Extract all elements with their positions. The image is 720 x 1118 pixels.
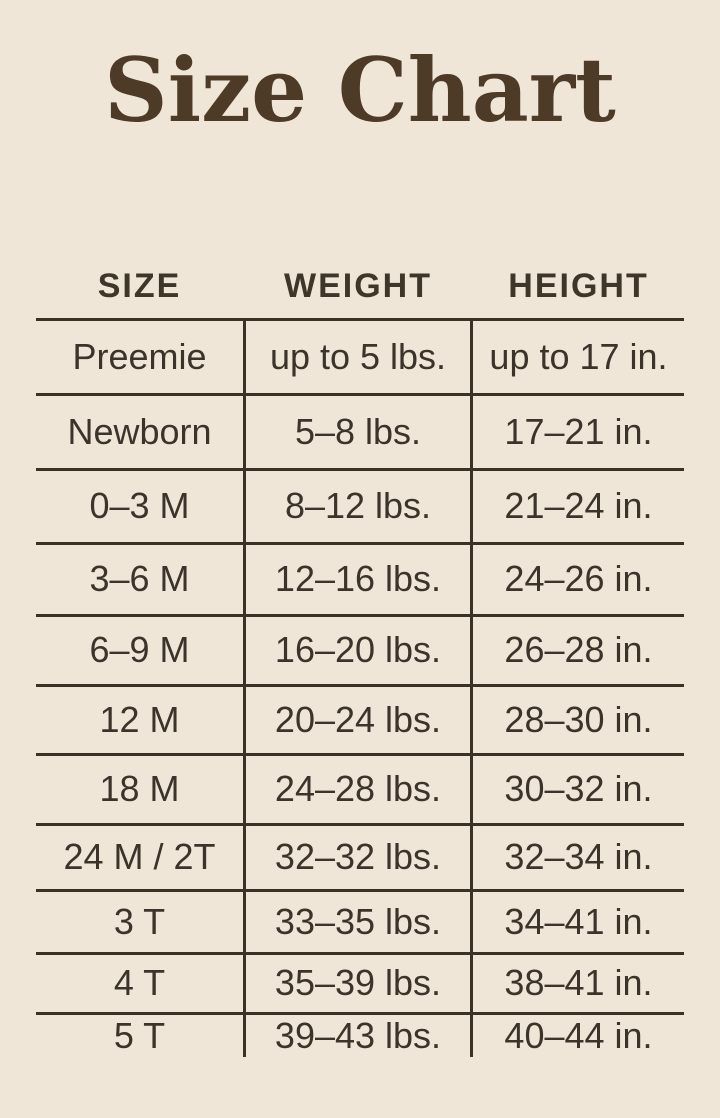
weight-value: 33–35 lbs.	[243, 892, 473, 952]
weight-value: 32–32 lbs.	[243, 826, 473, 889]
height-value: 32–34 in.	[504, 836, 653, 878]
weight-value: 24–28 lbs.	[243, 756, 473, 823]
height-value: 38–41 in.	[504, 962, 653, 1004]
size-value: 0–3 M	[89, 485, 190, 527]
table-row-18m	[36, 753, 684, 823]
column-header-height: HEIGHT	[508, 266, 649, 305]
table-row-3t	[36, 889, 684, 952]
table-row-6-9m	[36, 614, 684, 684]
height-value: 30–32 in.	[504, 768, 653, 810]
weight-value: 12–16 lbs.	[243, 545, 473, 614]
weight-value: 35–39 lbs.	[243, 955, 473, 1012]
table-row-4t	[36, 952, 684, 1012]
height-value: 26–28 in.	[504, 629, 653, 671]
height-value: 21–24 in.	[504, 485, 653, 527]
weight-value: 16–20 lbs.	[243, 617, 473, 684]
size-value: 18 M	[99, 768, 180, 810]
size-value: 5 T	[113, 1014, 166, 1056]
height-value: 28–30 in.	[504, 698, 653, 740]
table-row-24m-2t	[36, 823, 684, 889]
size-value: 12 M	[99, 698, 180, 740]
weight-value: 5–8 lbs.	[243, 396, 473, 468]
size-chart-table	[36, 201, 684, 1057]
height-value: 40–44 in.	[504, 1014, 653, 1056]
size-value: 24 M / 2T	[63, 836, 216, 878]
weight-value: up to 5 lbs.	[243, 321, 473, 393]
table-row-3-6m	[36, 542, 684, 614]
height-value: 34–41 in.	[504, 900, 653, 942]
table-row-0-3m	[36, 468, 684, 542]
height-value: 17–21 in.	[504, 410, 653, 452]
size-value: Newborn	[67, 410, 212, 452]
weight-value: 20–24 lbs.	[243, 687, 473, 753]
size-value: 6–9 M	[89, 629, 190, 671]
height-value: up to 17 in.	[489, 335, 668, 377]
page-title: Size Chart	[104, 38, 616, 142]
column-header-weight: WEIGHT	[284, 266, 432, 305]
table-row-12m	[36, 684, 684, 753]
table-header-row	[36, 201, 684, 318]
weight-value: 8–12 lbs.	[243, 471, 473, 542]
table-row-5t	[36, 1012, 684, 1057]
height-value: 24–26 in.	[504, 558, 653, 600]
table-row-preemie	[36, 318, 684, 393]
column-header-size: SIZE	[97, 266, 182, 305]
weight-value: 39–43 lbs.	[243, 1015, 473, 1057]
size-value: Preemie	[72, 335, 207, 377]
size-value: 3 T	[113, 900, 166, 942]
size-value: 3–6 M	[89, 558, 190, 600]
size-value: 4 T	[113, 962, 166, 1004]
table-row-newborn	[36, 393, 684, 468]
